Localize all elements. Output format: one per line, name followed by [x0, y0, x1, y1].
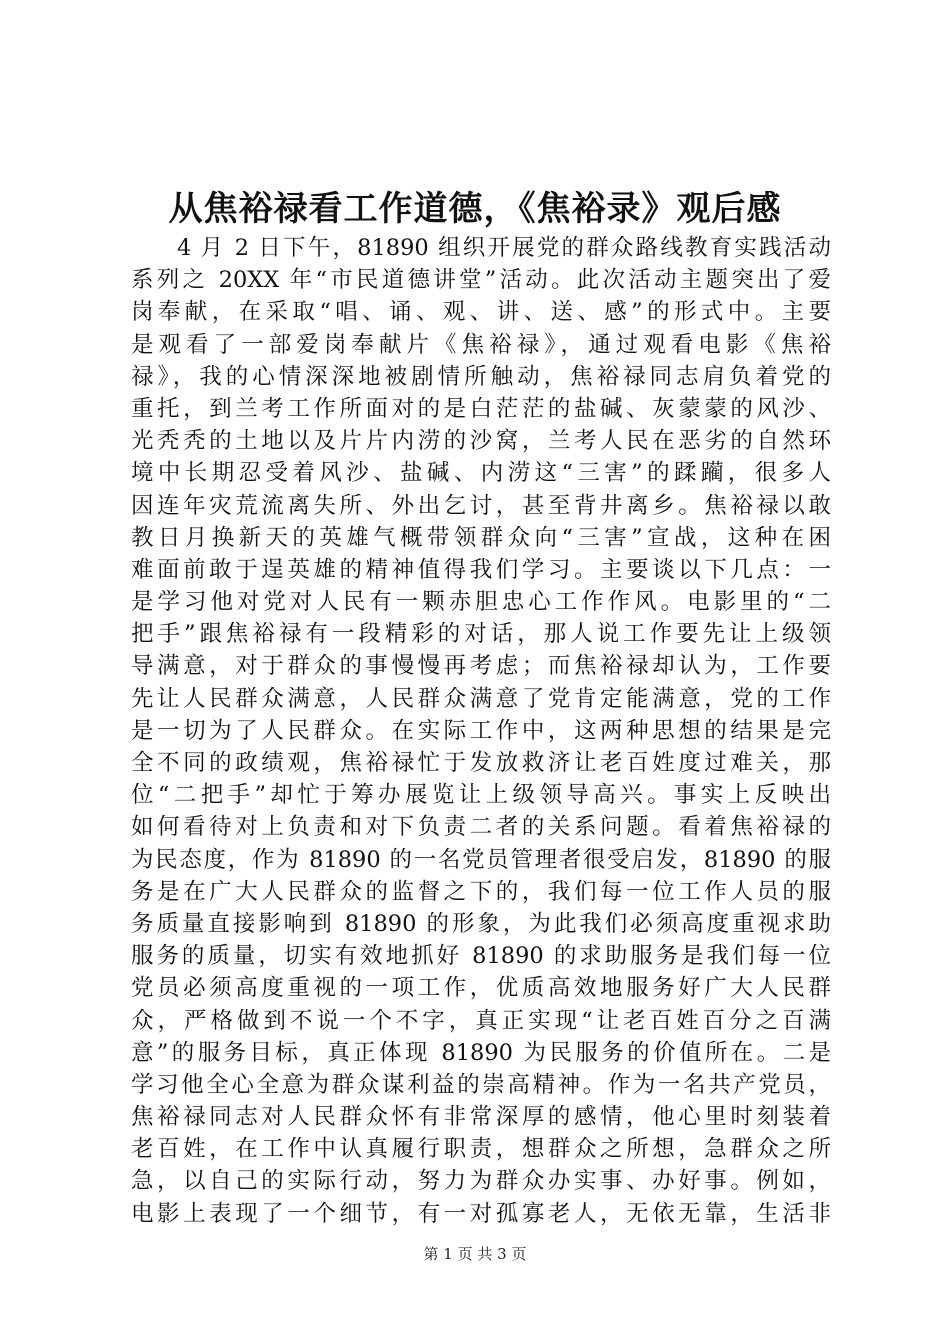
body-line: 位“二把手”却忙于筹办展览让上级领导高兴。事实上反映出: [131, 782, 831, 809]
body-line: 先让人民群众满意，人民群众满意了党肯定能满意，党的工作: [131, 685, 831, 712]
body-line: 为民态度，作为 81890 的一名党员管理者很受启发，81890 的服: [131, 846, 831, 873]
body-line: 难面前敢于逞英雄的精神值得我们学习。主要谈以下几点：一: [131, 556, 831, 583]
body-line: 焦裕禄同志对人民群众怀有非常深厚的感情，他心里时刻装着: [131, 1104, 831, 1131]
body-line: 境中长期忍受着风沙、盐碱、内涝这“三害”的蹂躏，很多人: [131, 460, 831, 487]
body-line: 教日月换新天的英雄气概带领群众向“三害”宣战，这种在困: [131, 524, 831, 551]
body-line: 服务的质量，切实有效地抓好 81890 的求助服务是我们每一位: [131, 943, 831, 970]
body-line: 意”的服务目标，真正体现 81890 为民服务的价值所在。二是: [131, 1039, 831, 1066]
body-line: 众，严格做到不说一个不字，真正实现“让老百姓百分之百满: [131, 1007, 831, 1034]
body-line: 党员必须高度重视的一项工作，优质高效地服务好广大人民群: [131, 975, 831, 1002]
body-line: 禄》，我的心情深深地被剧情所触动，焦裕禄同志肩负着党的: [131, 363, 831, 390]
page-footer: 第 1 页 共 3 页: [423, 1245, 527, 1263]
body-line: 光秃秃的土地以及片片内涝的沙窝，兰考人民在恶劣的自然环: [131, 428, 831, 455]
body-line: 是观看了一部爱岗奉献片《焦裕禄》，通过观看电影《焦裕: [131, 331, 831, 358]
body-line: 因连年灾荒流离失所、外出乞讨，甚至背井离乡。焦裕禄以敢: [131, 492, 831, 519]
body-line: 系列之 20XX 年“市民道德讲堂”活动。此次活动主题突出了爱: [131, 267, 831, 294]
body-line: 4 月 2 日下午，81890 组织开展党的群众路线教育实践活动: [177, 235, 831, 261]
document-title: 从焦裕禄看工作道德，《焦裕录》观后感: [168, 189, 782, 229]
body-line: 急，以自己的实际行动，努力为群众办实事、办好事。例如，: [131, 1168, 831, 1195]
body-line: 务是在广大人民群众的监督之下的，我们每一位工作人员的服: [131, 878, 831, 905]
body-line: 电影上表现了一个细节，有一对孤寡老人，无依无靠，生活非: [131, 1200, 831, 1227]
body-line: 导满意，对于群众的事慢慢再考虑；而焦裕禄却认为，工作要: [131, 653, 831, 680]
document-body: [131, 232, 831, 1230]
body-line: 务质量直接影响到 81890 的形象，为此我们必须高度重视求助: [131, 910, 831, 937]
body-line: 岗奉献，在采取“唱、诵、观、讲、送、感”的形式中。主要: [131, 299, 831, 326]
body-line: 全不同的政绩观，焦裕禄忙于发放救济让老百姓度过难关，那: [131, 750, 831, 776]
body-line: 重托，到兰考工作所面对的是白茫茫的盐碱、灰蒙蒙的风沙、: [131, 395, 831, 422]
body-line: 是学习他对党对人民有一颗赤胆忠心工作作风。电影里的“二: [131, 589, 831, 616]
body-line: 老百姓，在工作中认真履行职责，想群众之所想，急群众之所: [131, 1136, 831, 1163]
body-line: 如何看待对上负责和对下负责二者的关系问题。看着焦裕禄的: [131, 814, 831, 841]
body-line: 学习他全心全意为群众谋利益的崇高精神。作为一名共产党员，: [131, 1071, 831, 1098]
body-line: 是一切为了人民群众。在实际工作中，这两种思想的结果是完: [131, 717, 831, 744]
body-line: 把手”跟焦裕禄有一段精彩的对话，那人说工作要先让上级领: [131, 621, 831, 648]
